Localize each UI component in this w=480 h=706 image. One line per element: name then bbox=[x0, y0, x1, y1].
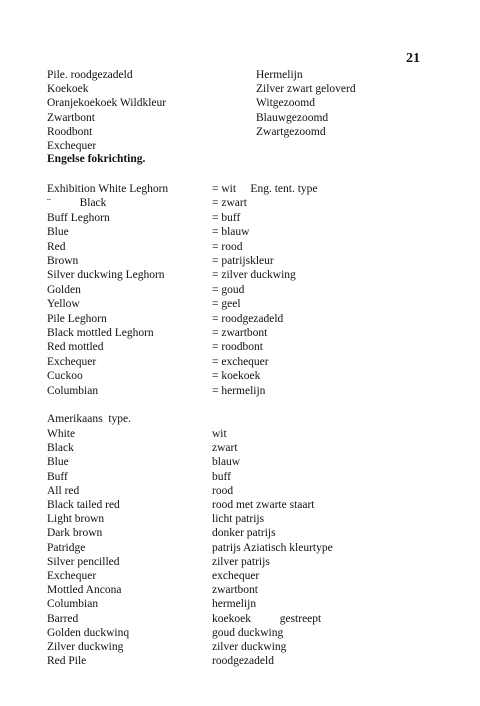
english-name-line: Cuckoo bbox=[47, 370, 83, 383]
american-dutch-line: goud duckwing bbox=[212, 626, 284, 639]
american-name-line: White bbox=[47, 428, 76, 440]
dutch-name-line: = koekoek bbox=[212, 370, 261, 383]
american-dutch-line: rood bbox=[212, 484, 234, 497]
dutch-name-line: = rood bbox=[212, 240, 243, 253]
american-dutch-line: buff bbox=[212, 470, 231, 483]
american-name-line: Golden duckwinq bbox=[47, 626, 130, 639]
american-dutch-line: licht patrijs bbox=[212, 513, 265, 526]
dutch-name-line: = exchequer bbox=[212, 355, 269, 368]
american-dutch-line: zwart bbox=[212, 442, 238, 455]
dutch-name-line: = buff bbox=[212, 211, 241, 224]
english-name-line: Exhibition White Leghorn bbox=[47, 183, 169, 195]
dutch-name-line: = zilver duckwing bbox=[212, 269, 296, 282]
english-name-line: Pile Leghorn bbox=[47, 312, 107, 325]
english-name-line: Buff Leghorn bbox=[47, 211, 110, 224]
intro-left-line: Roodbont bbox=[47, 125, 93, 138]
intro-right-line: Zwartgezoomd bbox=[256, 125, 326, 138]
dutch-name-line: = hermelijn bbox=[212, 384, 266, 397]
intro-right-line: Hermelijn bbox=[256, 69, 303, 81]
american-dutch-line: hermelijn bbox=[212, 598, 257, 611]
dutch-name-line: = blauw bbox=[212, 226, 250, 239]
english-name-line: Blue bbox=[47, 226, 69, 239]
american-name-line: Barred bbox=[47, 612, 79, 625]
american-dutch-line: rood met zwarte staart bbox=[212, 499, 315, 511]
american-name-line: Dark brown bbox=[47, 527, 103, 540]
american-dutch-line: blauw bbox=[212, 456, 241, 469]
american-name-line: Mottled Ancona bbox=[47, 584, 122, 597]
american-name-line: All red bbox=[47, 484, 80, 497]
american-name-line: Zilver duckwing bbox=[47, 641, 124, 653]
intro-left-line: Exchequer bbox=[47, 140, 97, 152]
section-heading: Engelse fokrichting. bbox=[47, 153, 146, 165]
american-name-line: Buff bbox=[47, 470, 68, 483]
american-section-title: Amerikaans type. bbox=[47, 413, 131, 425]
dutch-name-line: = patrijskleur bbox=[212, 255, 274, 267]
english-name-line: Columbian bbox=[47, 384, 99, 397]
intro-left-line: Pile. roodgezadeld bbox=[47, 69, 133, 81]
dutch-name-line: = zwartbont bbox=[212, 327, 268, 339]
american-name-line: Light brown bbox=[47, 513, 105, 526]
american-name-line: Patridge bbox=[47, 541, 86, 554]
intro-left-line: Koekoek bbox=[47, 83, 89, 96]
american-name-line: Columbian bbox=[47, 598, 99, 611]
intro-right-line: Zilver zwart geloverd bbox=[256, 83, 356, 96]
intro-left-line: Oranjekoekoek Wildkleur bbox=[47, 97, 167, 110]
american-name-line: Red Pile bbox=[47, 655, 87, 668]
american-name-line: Exchequer bbox=[47, 570, 97, 582]
american-dutch-line: patrijs Aziatisch kleurtype bbox=[212, 541, 333, 554]
american-dutch-line: zilver duckwing bbox=[212, 641, 287, 653]
american-dutch-line: zilver patrijs bbox=[212, 555, 270, 568]
intro-right-line: Blauwgezoomd bbox=[256, 111, 329, 124]
dutch-name-line: = wit Eng. tent. type bbox=[212, 183, 318, 195]
english-name-line: Brown bbox=[47, 255, 79, 267]
english-name-line: Exchequer bbox=[47, 355, 97, 368]
dutch-name-line: = roodbont bbox=[212, 341, 263, 354]
english-name-line: ¨ Black bbox=[47, 197, 107, 210]
american-dutch-line: roodgezadeld bbox=[212, 655, 274, 668]
american-dutch-line: zwartbont bbox=[212, 584, 258, 597]
intro-left-line: Zwartbont bbox=[47, 111, 95, 124]
american-name-line: Black tailed red bbox=[47, 499, 120, 511]
page-number: 21 bbox=[406, 51, 420, 66]
english-name-line: Red mottled bbox=[47, 341, 104, 354]
american-name-line: Silver pencilled bbox=[47, 555, 120, 568]
american-dutch-line: exchequer bbox=[212, 570, 260, 582]
american-dutch-line: koekoek gestreept bbox=[212, 612, 322, 625]
dutch-name-line: = roodgezadeld bbox=[212, 312, 284, 325]
english-name-line: Red bbox=[47, 240, 66, 253]
dutch-name-line: = goud bbox=[212, 283, 245, 296]
english-name-line: Yellow bbox=[47, 298, 80, 311]
american-dutch-line: wit bbox=[212, 428, 227, 440]
english-name-line: Golden bbox=[47, 283, 81, 296]
english-name-line: Black mottled Leghorn bbox=[47, 327, 154, 339]
english-name-line: Silver duckwing Leghorn bbox=[47, 269, 165, 282]
dutch-name-line: = zwart bbox=[212, 197, 247, 210]
american-name-line: Blue bbox=[47, 456, 69, 469]
intro-right-line: Witgezoomd bbox=[256, 97, 315, 110]
american-name-line: Black bbox=[47, 442, 74, 455]
dutch-name-line: = geel bbox=[212, 298, 241, 311]
american-dutch-line: donker patrijs bbox=[212, 527, 276, 540]
